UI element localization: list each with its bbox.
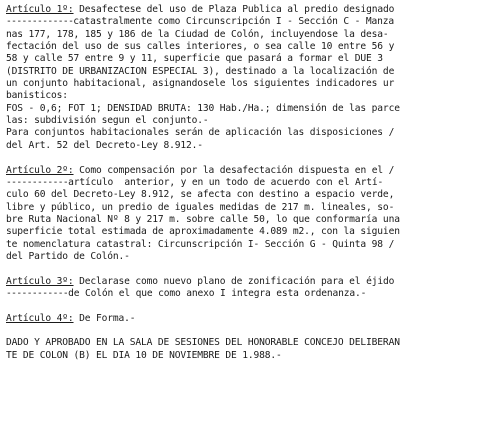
spacer (6, 152, 494, 164)
article-4-text: De Forma.- (73, 312, 136, 324)
dash-leader: ------------ (6, 176, 69, 188)
indicators-line: FOS - 0,6; FOT 1; DENSIDAD BRUTA: 130 Hab./Ha.; dimensión de las parce (6, 102, 400, 114)
article-2-line-1 (6, 165, 494, 177)
closing-line: DADO Y APROBADO EN LA SALA DE SESIONES DEL HONORABLE CONCEJO DELIBERAN (6, 337, 400, 349)
article-2-line-2 (6, 177, 494, 189)
spacer (6, 325, 494, 337)
article-1 (6, 4, 494, 152)
article-1-line-1 (6, 4, 494, 16)
article-2-text: culo 60 del Decreto-Ley 8.912, se afecta con destino a espacio verde, (6, 189, 395, 201)
closing-line: TE DE COLON (B) EL DIA 10 DE NOVIEMBRE DE 1.988.- (6, 349, 282, 361)
article-2-text: superficie total estimada de aproximadamente 4.089 m2., con la siguien (6, 226, 400, 238)
article-2-text: del Partido de Colón.- (6, 250, 130, 262)
article-4 (6, 313, 494, 325)
article-3-heading: Artículo 3º: (6, 275, 74, 287)
closing-statement (6, 337, 494, 362)
article-1-text: catastralmente como Circunscripción I - Sección C - Manza (73, 16, 394, 28)
article-2-text: artículo anterior, y en un todo de acuerdo con el Artí- (68, 176, 384, 188)
indicators-line: las: subdivisión segun el conjunto.- (6, 115, 209, 127)
spacer (6, 300, 494, 312)
article-3 (6, 276, 494, 301)
article-1-text: un conjunto habitacional, asignandosele los siguientes indicadores ur (6, 78, 395, 90)
article-1-heading: Artículo 1º: (6, 4, 74, 15)
dash-leader: ------------- (6, 16, 74, 28)
article-1-text: (DISTRITO DE URBANIZACION ESPECIAL 3), destinado a la localización de (6, 65, 395, 77)
article-4-heading: Artículo 4º: (6, 312, 74, 324)
article-2-text: bre Ruta Nacional Nº 8 y 217 m. sobre calle 50, lo que conformaría una (6, 213, 400, 225)
article-2-text: libre y público, un predio de iguales medidas de 217 m. lineales, so- (6, 201, 395, 213)
article-1-text: fectación del uso de sus calles interiores, o sea calle 10 entre 56 y (6, 41, 395, 53)
provisions-line: del Art. 52 del Decreto-Ley 8.912.- (6, 139, 203, 151)
article-3-line-1 (6, 276, 494, 288)
article-3-text: Declarase como nuevo plano de zonificación para el éjido (73, 275, 395, 287)
article-4-line-1 (6, 313, 494, 325)
article-1-text: nas 177, 178, 185 y 186 de la Ciudad de Colón, incluyendose la desa- (6, 28, 389, 40)
article-2 (6, 165, 494, 264)
spacer (6, 263, 494, 275)
document-page (6, 4, 494, 362)
article-2-heading: Artículo 2º: (6, 164, 74, 176)
article-1-text: 58 y calle 57 entre 9 y 11, superficie que pasará a formar el DUE 3 (6, 53, 383, 65)
article-3-text: de Colón el que como anexo I integra esta ordenanza.- (68, 288, 367, 299)
article-1-text: Desafectese del uso de Plaza Publica al predio designado (73, 4, 395, 15)
provisions-line: Para conjuntos habitacionales serán de aplicación las disposiciones / (6, 127, 395, 139)
dash-leader: ------------ (6, 288, 69, 299)
article-2-text: Como compensación por la desafectación dispuesta en el / (73, 164, 395, 176)
article-3-line-2 (6, 288, 494, 300)
article-2-text: te nomenclatura catastral: Circunscripción I- Sección G - Quinta 98 / (6, 238, 395, 250)
article-1-text: banisticos: (6, 90, 68, 102)
article-1-line-2 (6, 16, 494, 28)
